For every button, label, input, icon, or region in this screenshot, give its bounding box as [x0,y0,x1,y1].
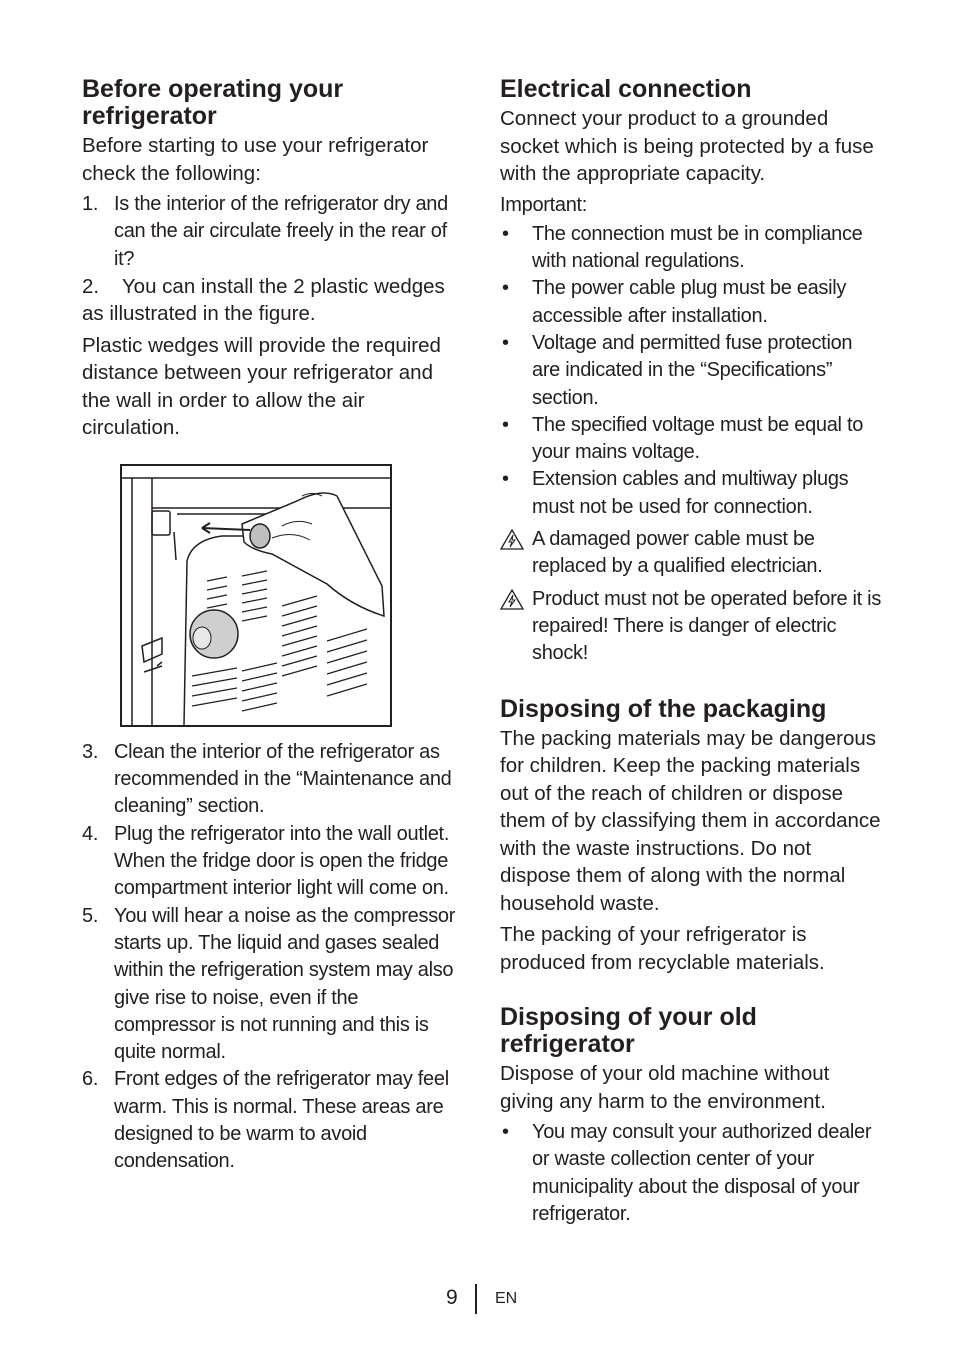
list-item [500,466,885,521]
item-text: The connection must be in compliance with national regulations. [532,222,863,273]
item-text: Voltage and permitted fuse protection are indicated in the “Specifications” section. [532,331,853,409]
list-item [82,903,464,1067]
list-item [500,412,885,467]
old-refrigerator-text: Dispose of your old machine without giving any harm to the environment. [500,1062,830,1113]
list-item [82,821,464,903]
bullet-icon: • [502,1121,509,1144]
item-number: 3. [82,740,99,763]
wedge-installation-figure [122,466,390,725]
heading-disposing-old-refrigerator: Disposing of your old refrigerator [500,1003,757,1059]
item-text: You will hear a noise as the compressor starts up. The liquid and gases sealed within the refrigeration system may also give rise to noise, even if the compressor is not running and this is quite normal. [114,904,456,1064]
wedge-description: Plastic wedges will provide the required distance between your refrigerator and the wall in order to allow the air circulation. [82,333,441,440]
list-item [500,221,885,276]
checklist [82,191,464,273]
refrigerator-rear-illustration [120,464,392,727]
bullet-icon: • [502,222,509,245]
bullet-icon: • [502,277,509,300]
warning-note [500,526,885,581]
electric-warning-icon [500,529,524,550]
wedge-install-text: 2. You can install the 2 plastic wedges as illustrated in the figure. [82,274,445,326]
heading-before-operating: Before operating your refrigerator [82,75,344,130]
bullet-icon: • [502,413,509,436]
intro-text: Before starting to use your refrigerator check the following: [82,134,429,185]
list-item [500,330,885,412]
item-number: 6. [82,1068,99,1091]
list-item [82,1066,464,1175]
footer-divider [475,1284,477,1314]
list-item [82,739,464,821]
heading-electrical-connection: Electrical connection [500,75,752,103]
item-text: Plug the refrigerator into the wall outlet. When the fridge door is open the fridge compartment interior light will come on. [114,822,450,900]
electrical-bullets [500,221,885,521]
item-number: 1. [82,193,99,215]
heading-disposing-packaging: Disposing of the packaging [500,694,827,723]
item-number: 4. [82,822,99,845]
item-text: Clean the interior of the refrigerator as recommended in the “Maintenance and cleaning” section. [114,740,452,818]
warning-text: A damaged power cable must be replaced by a qualified electrician. [532,528,823,578]
electric-warning-icon [500,589,524,610]
left-column [82,76,464,1176]
item-text: Extension cables and multiway plugs must not be used for connection. [532,468,849,518]
item-text: The power cable plug must be easily accessible after installation. [532,277,847,327]
item-number: 5. [82,904,99,927]
warning-text: Product must not be operated before it is repaired! There is danger of electric shock! [532,587,882,665]
language-code: EN [495,1290,518,1307]
packaging-text: The packing materials may be dangerous for children. Keep the packing materials out of the reach of children or dispose them of by classifying them in accordance with the waste instructions. Do not dispose them of along with the normal household waste. [500,726,881,915]
page-number: 9 [446,1286,458,1309]
steps-list [82,739,464,1176]
old-refrigerator-bullets [500,1119,885,1228]
bullet-icon: • [502,331,509,354]
important-label: Important: [500,193,588,216]
list-item [500,1119,885,1228]
packaging-recyclable-text: The packing of your refrigerator is produced from recyclable materials. [500,923,825,974]
warning-note [500,586,885,668]
electrical-intro: Connect your product to a grounded socket which is being protected by a fuse with the appropriate capacity. [500,107,874,185]
item-text: Is the interior of the refrigerator dry and can the air circulate freely in the rear of it? [114,193,448,270]
item-text: You may consult your authorized dealer or waste collection center of your municipality about the disposal of your refrigerator. [532,1121,872,1225]
right-column [500,76,885,1228]
list-item [500,275,885,330]
item-text: Front edges of the refrigerator may feel warm. This is normal. These areas are designed to be warm to avoid condensation. [114,1068,449,1173]
item-text: The specified voltage must be equal to your mains voltage. [532,413,864,464]
bullet-icon: • [502,468,509,491]
list-item [82,191,464,273]
page-footer [0,1284,954,1314]
